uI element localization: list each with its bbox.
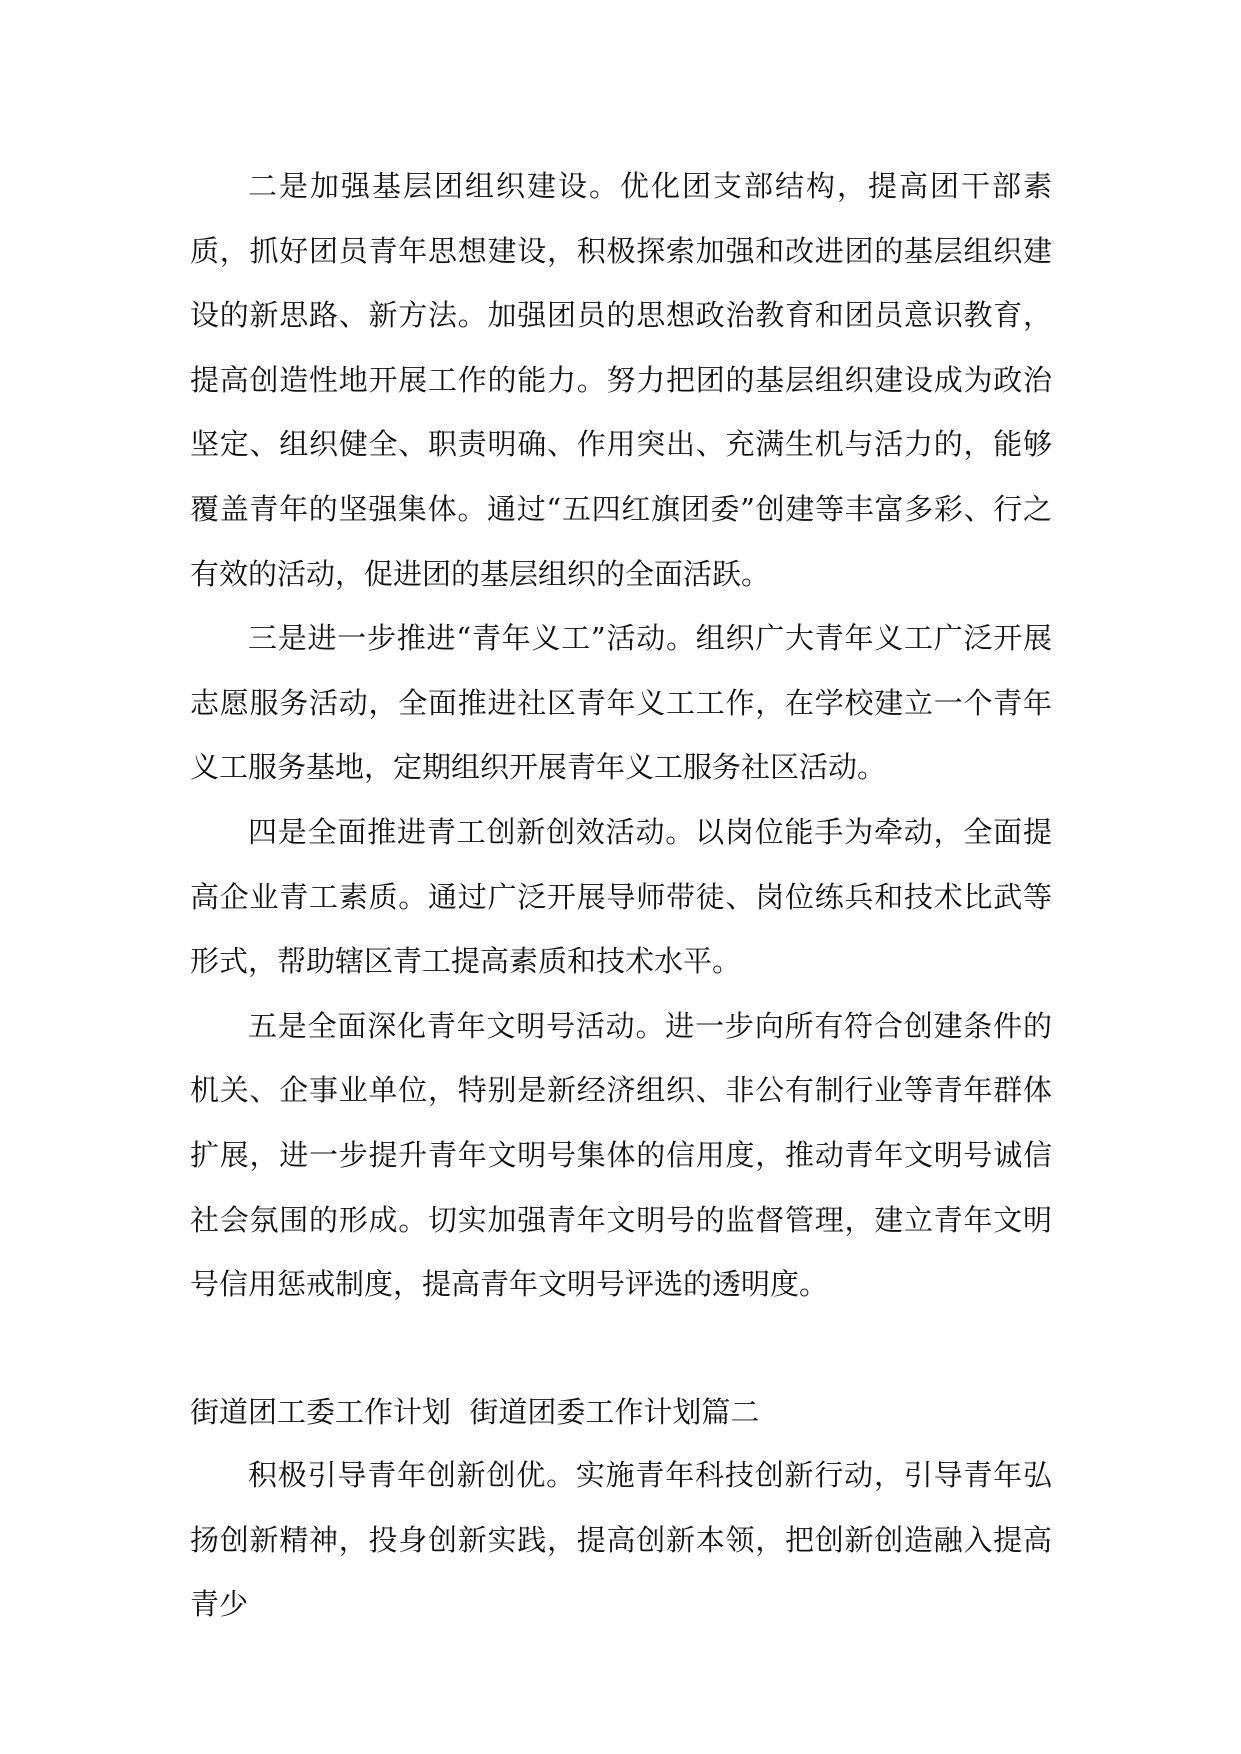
paragraph-5-civilization: 五是全面深化青年文明号活动。进一步向所有符合创建条件的机关、企事业单位，特别是新经济组织、非公有制行业等青年群体扩展，进一步提升青年文明号集体的信用度，推动青年文明号诚信社会氛围的形成。切实加强青年文明号的监督管理，建立青年文明号信用惩戒制度，提高青年文明号评选的透明度。 — [190, 1008, 1052, 1302]
paragraph-3-volunteers: 三是进一步推进“青年义工”活动。组织广大青年义工广泛开展志愿服务活动，全面推进社区青年义工工作，在学校建立一个青年义工服务基地，定期组织开展青年义工服务社区活动。 — [190, 621, 1052, 785]
document-body — [190, 154, 1052, 1637]
section-heading: 街道团工委工作计划 街道团委工作计划篇二 — [190, 1395, 760, 1430]
paragraph-innovation-guidance: 积极引导青年创新创优。实施青年科技创新行动，引导青年弘扬创新精神，投身创新实践，提高创新本领，把创新创造融入提高青少 — [190, 1458, 1052, 1622]
paragraph-4-innovation: 四是全面推进青工创新创效活动。以岗位能手为牵动，全面提高企业青工素质。通过广泛开展导师带徒、岗位练兵和技术比武等形式，帮助辖区青工提高素质和技术水平。 — [190, 814, 1052, 979]
paragraph-2-organization: 二是加强基层团组织建设。优化团支部结构，提高团干部素质，抓好团员青年思想建设，积极探索加强和改进团的基层组织建设的新思路、新方法。加强团员的思想政治教育和团员意识教育，提高创造性地开展工作的能力。努力把团的基层组织建设成为政治坚定、组织健全、职责明确、作用突出、充满生机与活力的，能够覆盖青年的坚强集体。通过“五四红旗团委”创建等丰富多彩、行之有效的活动，促进团的基层组织的全面活跃。 — [190, 169, 1052, 591]
